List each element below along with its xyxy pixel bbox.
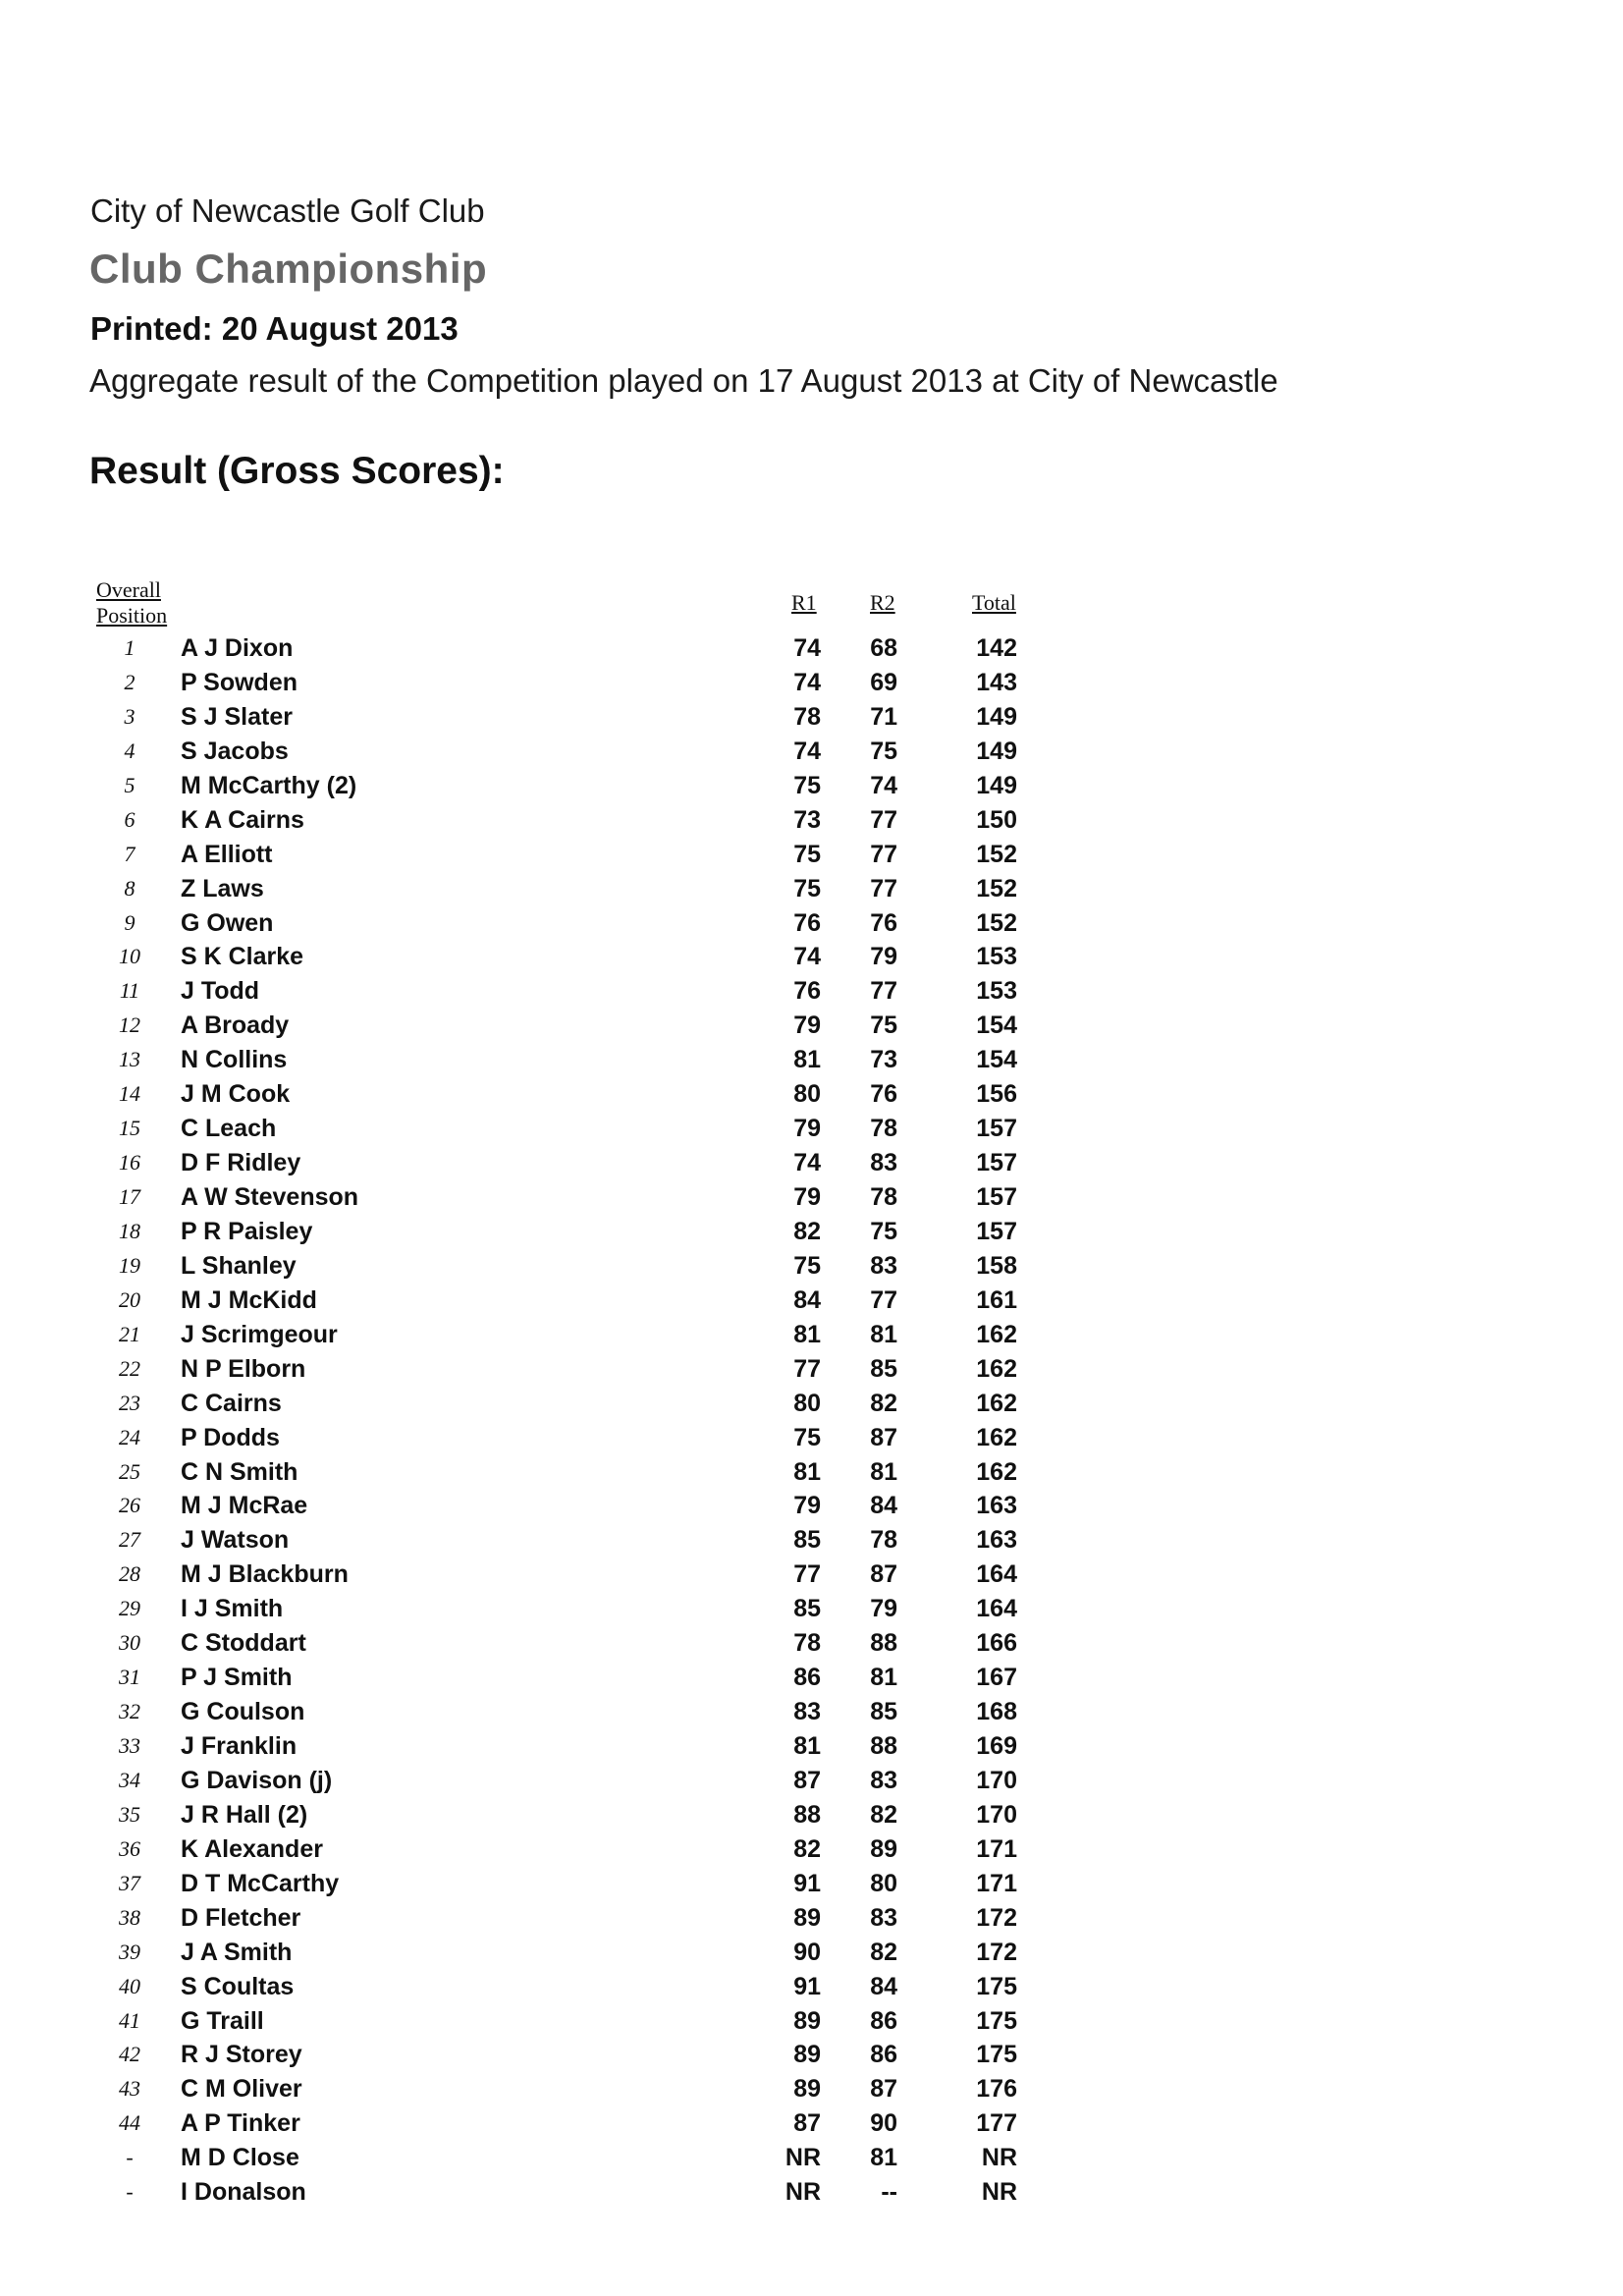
round1-score-cell: 77 <box>793 1560 821 1589</box>
total-score-cell: NR <box>981 2144 1017 2172</box>
round2-score-cell: 71 <box>870 702 897 731</box>
position-cell: 33 <box>119 1733 140 1758</box>
player-name-cell: I Donalson <box>181 2178 306 2207</box>
table-row <box>0 1697 1623 1731</box>
position-cell: 44 <box>119 2110 140 2136</box>
table-row <box>0 1011 1623 1045</box>
total-score-cell: NR <box>981 2178 1017 2207</box>
position-cell: 24 <box>119 1424 140 1449</box>
position-cell: 25 <box>119 1458 140 1484</box>
table-row <box>0 1354 1623 1389</box>
table-row <box>0 1320 1623 1354</box>
round2-score-cell: 78 <box>870 1183 897 1211</box>
table-row <box>0 1491 1623 1525</box>
round2-score-cell: 75 <box>870 1217 897 1245</box>
player-name-cell: J Watson <box>181 1526 290 1555</box>
player-name-cell: N Collins <box>181 1046 288 1074</box>
total-score-cell: 162 <box>976 1423 1017 1451</box>
round1-score-cell: 85 <box>793 1595 821 1623</box>
total-score-cell: 163 <box>976 1526 1017 1555</box>
round2-score-cell: 82 <box>870 1800 897 1829</box>
round2-score-cell: 90 <box>870 2109 897 2138</box>
table-row <box>0 2108 1623 2143</box>
table-row <box>0 1731 1623 1766</box>
table-row <box>0 976 1623 1011</box>
table-row <box>0 1834 1623 1869</box>
round1-score-cell: 75 <box>793 874 821 902</box>
total-score-cell: 175 <box>976 2006 1017 2035</box>
total-score-cell: 154 <box>976 1046 1017 1074</box>
player-name-cell: S K Clarke <box>181 943 304 971</box>
player-name-cell: K Alexander <box>181 1834 323 1863</box>
total-score-cell: 142 <box>976 634 1017 662</box>
round2-score-cell: 86 <box>870 2041 897 2069</box>
table-row <box>0 908 1623 943</box>
position-cell: 19 <box>119 1252 140 1278</box>
round2-score-cell: 83 <box>870 1149 897 1177</box>
position-cell: 31 <box>119 1665 140 1690</box>
table-row <box>0 1663 1623 1697</box>
round2-score-cell: 73 <box>870 1046 897 1074</box>
round2-score-cell: 76 <box>870 1080 897 1109</box>
total-score-cell: 157 <box>976 1149 1017 1177</box>
table-row <box>0 1628 1623 1663</box>
round2-score-cell: 85 <box>870 1698 897 1726</box>
round1-score-cell: 89 <box>793 2041 821 2069</box>
round1-score-cell: 81 <box>793 1046 821 1074</box>
total-score-cell: 162 <box>976 1457 1017 1486</box>
total-score-cell: 157 <box>976 1217 1017 1245</box>
position-cell: - <box>126 2179 134 2205</box>
round1-score-cell: 82 <box>793 1217 821 1245</box>
table-row <box>0 1559 1623 1594</box>
player-name-cell: R J Storey <box>181 2041 302 2069</box>
player-name-cell: P J Smith <box>181 1664 293 1692</box>
position-cell: 21 <box>119 1321 140 1346</box>
round1-score-cell: 89 <box>793 1903 821 1932</box>
column-header-total: Total <box>972 590 1016 615</box>
aggregate-description: Aggregate result of the Competition played on 17 August 2013 at City of Newcastle <box>89 362 1278 399</box>
position-cell: 17 <box>119 1184 140 1209</box>
total-score-cell: 152 <box>976 908 1017 937</box>
round1-score-cell: 81 <box>793 1320 821 1348</box>
table-row <box>0 1594 1623 1628</box>
player-name-cell: D F Ridley <box>181 1149 301 1177</box>
position-cell: 7 <box>124 841 135 866</box>
round2-score-cell: 87 <box>870 1560 897 1589</box>
total-score-cell: 153 <box>976 977 1017 1006</box>
round1-score-cell: 79 <box>793 1011 821 1040</box>
round1-score-cell: 79 <box>793 1492 821 1520</box>
round2-score-cell: 69 <box>870 668 897 696</box>
round1-score-cell: 88 <box>793 1800 821 1829</box>
position-cell: 18 <box>119 1218 140 1243</box>
position-cell: 14 <box>119 1081 140 1107</box>
round1-score-cell: 75 <box>793 1251 821 1280</box>
player-name-cell: D T McCarthy <box>181 1869 340 1897</box>
results-table-body <box>0 633 1623 2212</box>
total-score-cell: 170 <box>976 1800 1017 1829</box>
round2-score-cell: 77 <box>870 1285 897 1314</box>
total-score-cell: 172 <box>976 1903 1017 1932</box>
position-cell: 8 <box>124 875 135 901</box>
round2-score-cell: 83 <box>870 1251 897 1280</box>
player-name-cell: D Fletcher <box>181 1903 301 1932</box>
position-cell: 34 <box>119 1767 140 1792</box>
player-name-cell: M McCarthy (2) <box>181 771 357 799</box>
round2-score-cell: 74 <box>870 771 897 799</box>
round1-score-cell: 85 <box>793 1526 821 1555</box>
round1-score-cell: 74 <box>793 1149 821 1177</box>
position-cell: 29 <box>119 1596 140 1621</box>
round1-score-cell: 87 <box>793 1766 821 1794</box>
round1-score-cell: 89 <box>793 2075 821 2104</box>
round1-score-cell: 81 <box>793 1457 821 1486</box>
player-name-cell: C N Smith <box>181 1457 298 1486</box>
round1-score-cell: 79 <box>793 1115 821 1143</box>
position-cell: 3 <box>124 703 135 729</box>
column-header-r2: R2 <box>870 590 895 615</box>
table-row <box>0 2143 1623 2177</box>
position-cell: 35 <box>119 1801 140 1827</box>
table-row <box>0 1903 1623 1938</box>
total-score-cell: 162 <box>976 1389 1017 1417</box>
round2-score-cell: 78 <box>870 1115 897 1143</box>
player-name-cell: C M Oliver <box>181 2075 302 2104</box>
table-row <box>0 1079 1623 1114</box>
table-row <box>0 805 1623 840</box>
total-score-cell: 172 <box>976 1938 1017 1966</box>
total-score-cell: 152 <box>976 874 1017 902</box>
player-name-cell: S J Slater <box>181 702 293 731</box>
table-row <box>0 874 1623 908</box>
position-cell: 36 <box>119 1835 140 1861</box>
round1-score-cell: 74 <box>793 943 821 971</box>
player-name-cell: J M Cook <box>181 1080 291 1109</box>
total-score-cell: 157 <box>976 1115 1017 1143</box>
table-row <box>0 1285 1623 1320</box>
round2-score-cell: 77 <box>870 874 897 902</box>
position-cell: 42 <box>119 2042 140 2067</box>
position-cell: 38 <box>119 1904 140 1930</box>
player-name-cell: P Sowden <box>181 668 298 696</box>
total-score-cell: 162 <box>976 1354 1017 1383</box>
round2-score-cell: 75 <box>870 737 897 765</box>
round1-score-cell: NR <box>784 2144 821 2172</box>
round1-score-cell: 75 <box>793 771 821 799</box>
table-row <box>0 1148 1623 1182</box>
total-score-cell: 143 <box>976 668 1017 696</box>
player-name-cell: J Todd <box>181 977 260 1006</box>
round1-score-cell: 81 <box>793 1732 821 1760</box>
player-name-cell: S Coultas <box>181 1972 295 2000</box>
total-score-cell: 149 <box>976 702 1017 731</box>
player-name-cell: I J Smith <box>181 1595 284 1623</box>
position-cell: 37 <box>119 1870 140 1895</box>
total-score-cell: 153 <box>976 943 1017 971</box>
table-row <box>0 737 1623 771</box>
total-score-cell: 162 <box>976 1320 1017 1348</box>
total-score-cell: 170 <box>976 1766 1017 1794</box>
total-score-cell: 158 <box>976 1251 1017 1280</box>
position-cell: 22 <box>119 1355 140 1381</box>
round1-score-cell: 77 <box>793 1354 821 1383</box>
player-name-cell: C Leach <box>181 1115 277 1143</box>
position-cell: 23 <box>119 1390 140 1415</box>
player-name-cell: L Shanley <box>181 1251 297 1280</box>
round1-score-cell: 79 <box>793 1183 821 1211</box>
player-name-cell: A J Dixon <box>181 634 294 662</box>
total-score-cell: 175 <box>976 1972 1017 2000</box>
round2-score-cell: 86 <box>870 2006 897 2035</box>
round1-score-cell: 84 <box>793 1285 821 1314</box>
round1-score-cell: 76 <box>793 908 821 937</box>
column-header-r1: R1 <box>791 590 817 615</box>
position-cell: 4 <box>124 738 135 763</box>
table-row <box>0 1457 1623 1492</box>
position-cell: 1 <box>124 635 135 660</box>
table-row <box>0 1800 1623 1834</box>
position-cell: 20 <box>119 1286 140 1312</box>
player-name-cell: A Broady <box>181 1011 290 1040</box>
total-score-cell: 171 <box>976 1869 1017 1897</box>
round1-score-cell: 83 <box>793 1698 821 1726</box>
total-score-cell: 167 <box>976 1664 1017 1692</box>
result-heading: Result (Gross Scores): <box>89 450 505 492</box>
round2-score-cell: 81 <box>870 2144 897 2172</box>
position-cell: 32 <box>119 1699 140 1724</box>
player-name-cell: A W Stevenson <box>181 1183 359 1211</box>
position-cell: 2 <box>124 669 135 694</box>
total-score-cell: 156 <box>976 1080 1017 1109</box>
round1-score-cell: 80 <box>793 1389 821 1417</box>
round2-score-cell: 83 <box>870 1766 897 1794</box>
table-row <box>0 942 1623 976</box>
round1-score-cell: 75 <box>793 840 821 868</box>
player-name-cell: J R Hall (2) <box>181 1800 308 1829</box>
position-cell: 40 <box>119 1973 140 1998</box>
position-cell: 10 <box>119 944 140 969</box>
round1-score-cell: 78 <box>793 1629 821 1658</box>
player-name-cell: C Cairns <box>181 1389 282 1417</box>
table-row <box>0 1938 1623 1972</box>
round2-score-cell: 88 <box>870 1629 897 1658</box>
total-score-cell: 176 <box>976 2075 1017 2104</box>
table-row <box>0 2040 1623 2074</box>
player-name-cell: M J McKidd <box>181 1285 317 1314</box>
round2-score-cell: 77 <box>870 805 897 834</box>
player-name-cell: P R Paisley <box>181 1217 313 1245</box>
player-name-cell: G Davison (j) <box>181 1766 333 1794</box>
table-row <box>0 1217 1623 1251</box>
round2-score-cell: 75 <box>870 1011 897 1040</box>
round2-score-cell: 78 <box>870 1526 897 1555</box>
round1-score-cell: 74 <box>793 737 821 765</box>
total-score-cell: 164 <box>976 1595 1017 1623</box>
round1-score-cell: 75 <box>793 1423 821 1451</box>
position-cell: 41 <box>119 2007 140 2033</box>
position-cell: - <box>126 2145 134 2170</box>
round2-score-cell: 81 <box>870 1664 897 1692</box>
round1-score-cell: 76 <box>793 977 821 1006</box>
player-name-cell: P Dodds <box>181 1423 280 1451</box>
round2-score-cell: 80 <box>870 1869 897 1897</box>
round2-score-cell: 89 <box>870 1834 897 1863</box>
table-row <box>0 668 1623 702</box>
position-cell: 12 <box>119 1012 140 1038</box>
round2-score-cell: 68 <box>870 634 897 662</box>
table-row <box>0 771 1623 805</box>
position-cell: 13 <box>119 1047 140 1072</box>
round1-score-cell: 87 <box>793 2109 821 2138</box>
round1-score-cell: 89 <box>793 2006 821 2035</box>
round2-score-cell: 81 <box>870 1320 897 1348</box>
round1-score-cell: 74 <box>793 668 821 696</box>
column-header-position-line2: Position <box>96 603 168 628</box>
round1-score-cell: 86 <box>793 1664 821 1692</box>
player-name-cell: G Coulson <box>181 1698 305 1726</box>
position-cell: 11 <box>119 978 140 1004</box>
total-score-cell: 168 <box>976 1698 1017 1726</box>
table-row <box>0 1251 1623 1285</box>
round2-score-cell: 82 <box>870 1938 897 1966</box>
table-row <box>0 1389 1623 1423</box>
player-name-cell: C Stoddart <box>181 1629 306 1658</box>
round2-score-cell: 81 <box>870 1457 897 1486</box>
position-cell: 30 <box>119 1630 140 1656</box>
total-score-cell: 177 <box>976 2109 1017 2138</box>
table-row <box>0 1045 1623 1079</box>
player-name-cell: S Jacobs <box>181 737 289 765</box>
position-cell: 6 <box>124 806 135 832</box>
round2-score-cell: 87 <box>870 2075 897 2104</box>
round2-score-cell: 76 <box>870 908 897 937</box>
table-row <box>0 2006 1623 2041</box>
round1-score-cell: 91 <box>793 1972 821 2000</box>
position-cell: 15 <box>119 1116 140 1141</box>
player-name-cell: M J Blackburn <box>181 1560 349 1589</box>
player-name-cell: M D Close <box>181 2144 299 2172</box>
column-header-position <box>96 577 167 629</box>
total-score-cell: 171 <box>976 1834 1017 1863</box>
total-score-cell: 164 <box>976 1560 1017 1589</box>
round2-score-cell: 79 <box>870 1595 897 1623</box>
round2-score-cell: 88 <box>870 1732 897 1760</box>
position-cell: 9 <box>124 909 135 935</box>
total-score-cell: 163 <box>976 1492 1017 1520</box>
total-score-cell: 175 <box>976 2041 1017 2069</box>
player-name-cell: K A Cairns <box>181 805 304 834</box>
position-cell: 43 <box>119 2076 140 2102</box>
player-name-cell: J A Smith <box>181 1938 293 1966</box>
column-header-position-line1: Overall <box>96 577 161 602</box>
round2-score-cell: 87 <box>870 1423 897 1451</box>
round2-score-cell: 83 <box>870 1903 897 1932</box>
round1-score-cell: NR <box>784 2178 821 2207</box>
total-score-cell: 157 <box>976 1183 1017 1211</box>
table-row <box>0 2177 1623 2212</box>
round2-score-cell: -- <box>881 2178 897 2207</box>
table-row <box>0 1182 1623 1217</box>
round1-score-cell: 90 <box>793 1938 821 1966</box>
position-cell: 5 <box>124 772 135 797</box>
round2-score-cell: 84 <box>870 1492 897 1520</box>
position-cell: 39 <box>119 1939 140 1964</box>
position-cell: 27 <box>119 1527 140 1553</box>
total-score-cell: 166 <box>976 1629 1017 1658</box>
player-name-cell: N P Elborn <box>181 1354 306 1383</box>
player-name-cell: A Elliott <box>181 840 273 868</box>
position-cell: 26 <box>119 1493 140 1518</box>
player-name-cell: J Franklin <box>181 1732 298 1760</box>
printed-date: Printed: 20 August 2013 <box>90 310 459 347</box>
table-row <box>0 1869 1623 1903</box>
round2-score-cell: 77 <box>870 840 897 868</box>
player-name-cell: M J McRae <box>181 1492 308 1520</box>
round1-score-cell: 91 <box>793 1869 821 1897</box>
round1-score-cell: 78 <box>793 702 821 731</box>
table-row <box>0 1972 1623 2006</box>
round1-score-cell: 74 <box>793 634 821 662</box>
table-row <box>0 702 1623 737</box>
player-name-cell: Z Laws <box>181 874 264 902</box>
total-score-cell: 169 <box>976 1732 1017 1760</box>
round1-score-cell: 80 <box>793 1080 821 1109</box>
player-name-cell: J Scrimgeour <box>181 1320 338 1348</box>
player-name-cell: G Owen <box>181 908 274 937</box>
total-score-cell: 152 <box>976 840 1017 868</box>
club-name: City of Newcastle Golf Club <box>90 192 485 229</box>
player-name-cell: A P Tinker <box>181 2109 300 2138</box>
round2-score-cell: 85 <box>870 1354 897 1383</box>
table-row <box>0 1114 1623 1148</box>
table-row <box>0 1423 1623 1457</box>
table-row <box>0 2074 1623 2108</box>
table-row <box>0 633 1623 668</box>
round1-score-cell: 73 <box>793 805 821 834</box>
total-score-cell: 149 <box>976 771 1017 799</box>
position-cell: 16 <box>119 1150 140 1175</box>
position-cell: 28 <box>119 1561 140 1587</box>
round1-score-cell: 82 <box>793 1834 821 1863</box>
player-name-cell: G Traill <box>181 2006 264 2035</box>
round2-score-cell: 79 <box>870 943 897 971</box>
competition-title: Club Championship <box>89 246 488 292</box>
round2-score-cell: 82 <box>870 1389 897 1417</box>
table-row <box>0 1525 1623 1559</box>
round2-score-cell: 77 <box>870 977 897 1006</box>
table-row <box>0 1766 1623 1800</box>
total-score-cell: 149 <box>976 737 1017 765</box>
total-score-cell: 161 <box>976 1285 1017 1314</box>
total-score-cell: 150 <box>976 805 1017 834</box>
table-row <box>0 840 1623 874</box>
total-score-cell: 154 <box>976 1011 1017 1040</box>
round2-score-cell: 84 <box>870 1972 897 2000</box>
